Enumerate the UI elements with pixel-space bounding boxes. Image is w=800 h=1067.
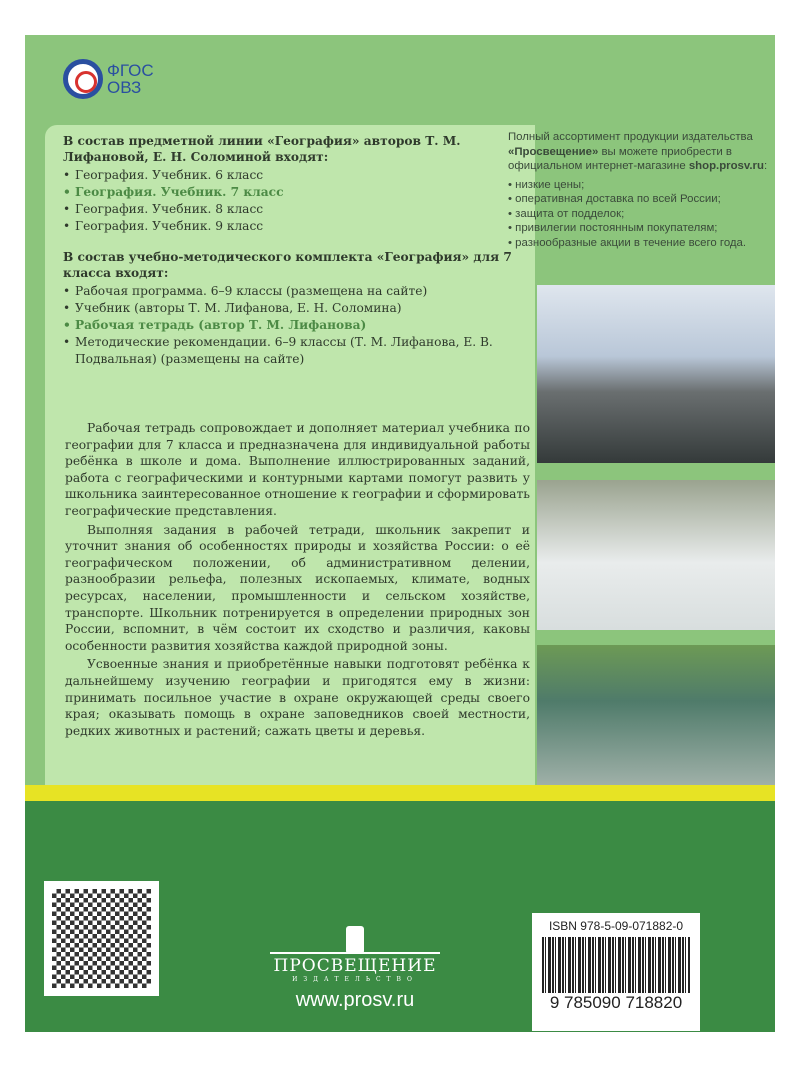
qr-code[interactable] — [44, 881, 159, 996]
series-info — [63, 133, 533, 382]
isbn-label: ISBN 978-5-09-071882-0 — [548, 919, 684, 933]
shop-benefit: • привилегии постоянным покупателям; — [508, 221, 773, 236]
publisher-name: ПРОСВЕЩЕНИЕ — [270, 952, 440, 976]
description-paragraph: Усвоенные знания и приобретённые навыки подготовят ребёнка к дальнейшему изучению географии и пригодятся ему в жизни: принимать посильное участие в охране окружающей среды своего края; оказывать помощь в охране заповедников своей местности, редких животных и растений; сажать цветы и деревья. — [65, 657, 530, 738]
publisher-url[interactable]: www.prosv.ru — [295, 989, 415, 1011]
kit-item: • Рабочая программа. 6–9 классы (размещена на сайте) — [63, 283, 533, 300]
shop-link[interactable]: shop.prosv.ru — [688, 160, 764, 172]
shop-benefit: • разнообразные акции в течение всего года. — [508, 236, 773, 251]
fgos-emblem-icon — [63, 59, 103, 99]
series-item: • География. Учебник. 8 класс — [63, 201, 533, 218]
shop-colon: : — [763, 160, 768, 172]
publisher-subtitle: ИЗДАТЕЛЬСТВО — [292, 976, 418, 983]
footer-band — [25, 801, 775, 1032]
barcode — [542, 937, 690, 993]
factory-photo — [537, 285, 775, 463]
series-item: • География. Учебник. 9 класс — [63, 218, 533, 235]
shop-brand: «Просвещение» — [508, 145, 599, 158]
reindeer-photo — [537, 480, 775, 630]
book-back-cover — [25, 35, 775, 1032]
series-item: • География. Учебник. 7 класс — [63, 184, 533, 201]
yellow-stripe — [25, 785, 775, 801]
publisher-emblem-icon — [346, 926, 364, 954]
publisher-logo — [270, 926, 440, 1012]
logo-line2: ОВЗ — [107, 78, 142, 97]
fgos-logo — [63, 59, 154, 99]
barcode-number: 9 785090 718820 — [549, 993, 683, 1012]
shop-benefit: • защита от подделок; — [508, 207, 773, 222]
kit-item: • Рабочая тетрадь (автор Т. М. Лифанова) — [63, 317, 533, 334]
series-item: • География. Учебник. 6 класс — [63, 167, 533, 184]
shop-intro: Полный ассортимент продукции издательства — [508, 131, 753, 143]
kit-item: • Учебник (авторы Т. М. Лифанова, Е. Н. Соломина) — [63, 300, 533, 317]
kit-item: • Методические рекомендации. 6–9 классы (Т. М. Лифанова, Е. В. Подвальная) (размещены на сайте) — [63, 334, 533, 368]
isbn-barcode — [532, 913, 700, 1031]
ship-photo — [537, 645, 775, 785]
shop-benefit: • оперативная доставка по всей России; — [508, 192, 773, 207]
shop-intro-2: вы можете приобрести в официальном интернет-магазине — [508, 145, 732, 172]
shop-benefit: • низкие цены; — [508, 178, 773, 193]
shop-info — [508, 130, 773, 250]
series-heading: В состав предметной линии «География» авторов Т. М. Лифановой, Е. Н. Соломиной входят: — [63, 134, 461, 164]
kit-heading: В состав учебно-методического комплекта «География» для 7 класса входят: — [63, 250, 512, 280]
description-paragraph: Выполняя задания в рабочей тетради, школьник закрепит и уточнит знания об особенностях природы и хозяйства России: о её географическом положении, об административном делении, разнообразии рельефа, полезных ископаемых, климате, водных ресурсах, населении, промышленности и сельском хозяйстве, транспорте. Школьник потренируется в определении природных зон России, вспомнит, в чём состоит их сходство и различия, каковы особенности развития хозяйства каждой природной зоны. — [65, 522, 530, 653]
description-paragraph: Рабочая тетрадь сопровождает и дополняет материал учебника по географии для 7 класса и предназначена для индивидуальной работы ребёнка в школе и дома. Выполнение иллюстрированных заданий, работа с географическими и контурными картами помогут развить у школьника заинтересованное отношение к географии и сформировать географические представления. — [65, 421, 530, 518]
description — [65, 420, 530, 741]
logo-line1: ФГОС — [107, 61, 154, 80]
